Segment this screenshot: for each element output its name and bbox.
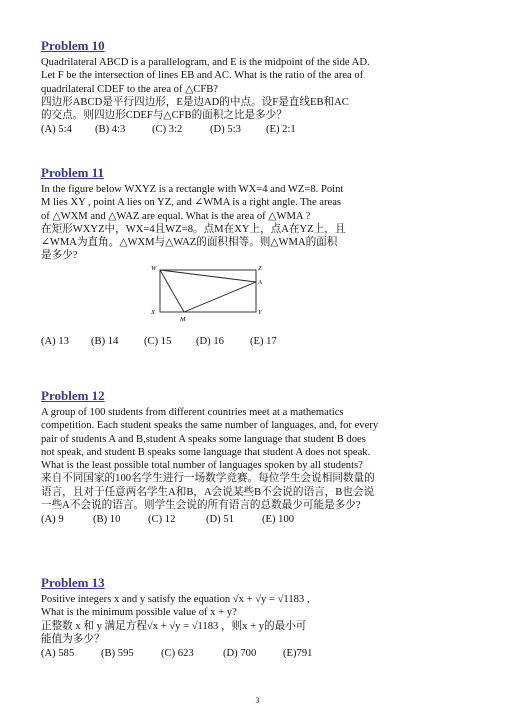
problem-text-line: Let F be the intersection of lines EB and AC. What is the ratio of the area of xyxy=(41,70,364,82)
problem-text-line: not speak, and student B speaks some language that student A does not speak. xyxy=(41,446,371,458)
choice-e: (E) 2:1 xyxy=(266,124,296,136)
choice-c: (C) 3:2 xyxy=(152,124,183,136)
problem-text-line: What is the least possible total number of languages spoken by all students? xyxy=(41,460,363,472)
choice-d: (D) 700 xyxy=(223,648,257,660)
problem-title: Problem 10 xyxy=(41,38,105,53)
problem-text-line: ∠WMA为直角。△WXM与△WAZ的面积相等。则△WMA的面积 xyxy=(41,237,338,249)
problem-11-choices xyxy=(41,334,481,349)
problem-text-line: In the figure below WXYZ is a rectangle with WX=4 and WZ=8. Point xyxy=(41,184,344,195)
problem-text-line: M lies XY , point A lies on YZ, and ∠WMA is a right angle. The areas xyxy=(41,197,342,209)
label-z: Z xyxy=(258,265,262,272)
problem-text-line: quadrilateral CDEF to the area of △CFB? xyxy=(41,83,219,95)
segment-ma xyxy=(184,282,256,312)
problem-text-line: What is the minimum possible value of x + y? xyxy=(41,607,237,619)
choice-d: (D) 16 xyxy=(196,336,224,347)
choice-b: (B) 14 xyxy=(91,336,119,347)
choice-d: (D) 51 xyxy=(206,514,234,526)
problem-title: Problem 11 xyxy=(41,165,104,180)
choice-b: (B) 10 xyxy=(93,514,121,526)
choice-c: (C) 15 xyxy=(144,336,172,347)
choice-e: (E) 17 xyxy=(250,336,277,347)
label-x: X xyxy=(151,309,155,316)
problem-text-line: 在矩形WXYZ中，WX=4且WZ=8。点M在XY上，点A在YZ上，且 xyxy=(41,223,346,235)
problem-12 xyxy=(41,388,481,527)
choice-a: (A) 13 xyxy=(41,336,69,347)
problem-text-line: Positive integers x and y satisfy the equation √x + √y = √1183 , xyxy=(41,594,310,605)
choice-a: (A) 585 xyxy=(41,648,75,660)
problem-text-line: 一些A不会说的语言。则学生会说的所有语言的总数最少可能是多少? xyxy=(41,500,361,512)
answer-choices xyxy=(41,335,481,349)
choice-b: (B) 4:3 xyxy=(95,124,126,136)
choice-a: (A) 5:4 xyxy=(41,124,72,136)
choice-d: (D) 5:3 xyxy=(210,124,241,136)
problem-10 xyxy=(41,38,481,137)
answer-choices xyxy=(41,123,481,137)
problem-13 xyxy=(41,575,481,661)
problem-text-line: of △WXM and △WAZ are equal. What is the area of △WMA ? xyxy=(41,210,311,222)
problem-text-line: A group of 100 students from different countries meet at a mathematics xyxy=(41,407,344,418)
problem-text-line: pair of students A and B,student A speaks some language that student B does xyxy=(41,433,366,445)
problem-text-line: 能值为多少？ xyxy=(41,633,105,645)
problem-text-line: 来自不同国家的100名学生进行一场数学竞赛。每位学生会说相同数量的 xyxy=(41,473,375,485)
page-number: 3 xyxy=(255,696,260,705)
problem-text-line: 语言，且对于任意两名学生A和B，A会说某些B不会说的语言，B也会说 xyxy=(41,486,375,498)
problem-11 xyxy=(41,165,481,263)
choice-c: (C) 623 xyxy=(161,648,194,660)
problem-text-line: Quadrilateral ABCD is a parallelogram, and E is the midpoint of the side AD. xyxy=(41,57,370,68)
choice-e: (E) 100 xyxy=(262,514,295,526)
segment-wm xyxy=(160,270,184,312)
choice-c: (C) 12 xyxy=(148,514,176,526)
problem-text-line: competition. Each student speaks the same number of languages, and, for every xyxy=(41,420,379,432)
problem-text-line: 正整数 x 和 y 满足方程√x + √y = √1183 ，则x + y的最小可 xyxy=(41,620,307,632)
problem-text-line: 的交点。则四边形CDEF与△CFB的面积之比是多少？ xyxy=(41,110,287,122)
rectangle-figure xyxy=(150,264,270,324)
choice-b: (B) 595 xyxy=(101,648,134,660)
label-a: A xyxy=(258,279,262,286)
problem-text-line: 四边形ABCD是平行四边形，E是边AD的中点。设F是直线EB和AC xyxy=(41,96,349,108)
problem-title: Problem 13 xyxy=(41,575,105,590)
label-y: Y xyxy=(258,309,262,316)
label-w: W xyxy=(151,265,157,272)
choice-e: (E)791 xyxy=(283,648,313,660)
label-m: M xyxy=(180,316,186,323)
problem-title: Problem 12 xyxy=(41,388,105,403)
answer-choices xyxy=(41,647,481,661)
answer-choices xyxy=(41,513,481,527)
choice-a: (A) 9 xyxy=(41,514,64,526)
rectangle-diagram xyxy=(150,264,270,324)
problem-text-line: 是多少? xyxy=(41,250,78,262)
segment-wa xyxy=(160,270,256,282)
